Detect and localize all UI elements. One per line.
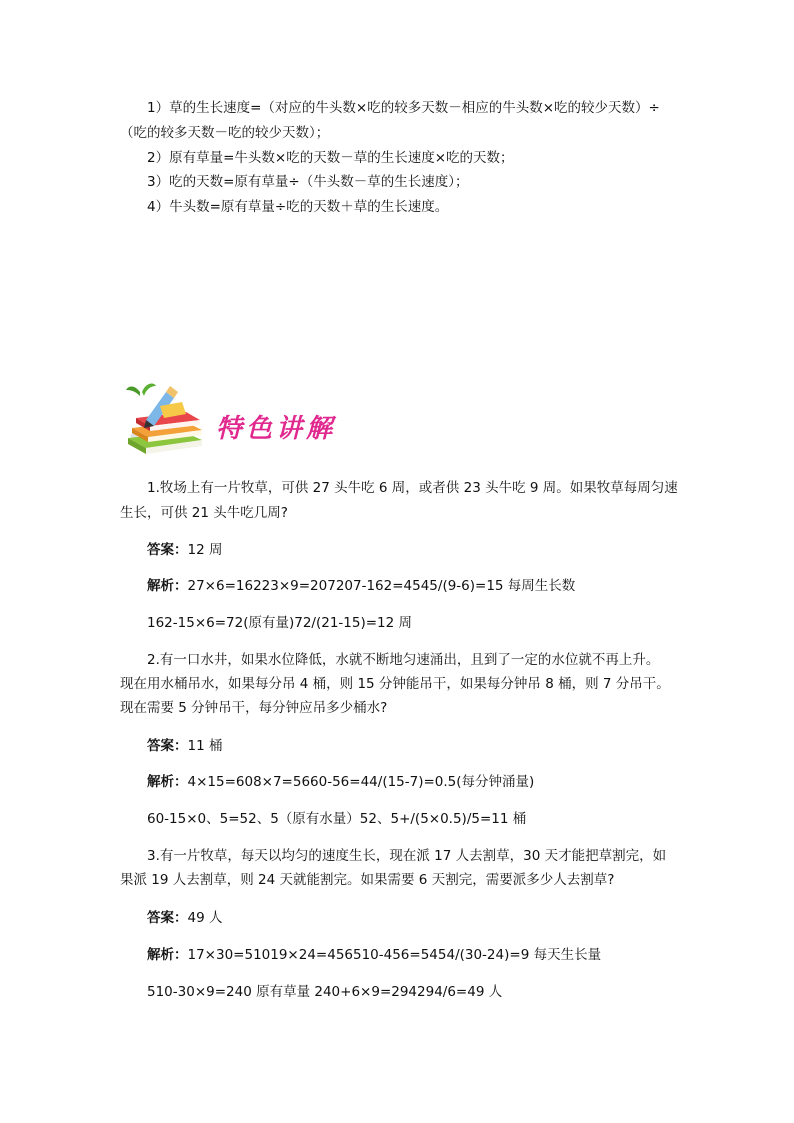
answer-label: 答案： [147, 542, 188, 558]
problem-3-analysis-line-2: 510-30×9=240 原有草量 240+6×9=294294/6=49 人 [147, 984, 503, 1000]
answer-value: 49 人 [187, 910, 223, 926]
problem-1-analysis [147, 576, 575, 596]
problem-3-answer [147, 908, 222, 928]
answer-label: 答案： [147, 910, 188, 926]
problem-2-analysis-line-2: 60-15×0、5=52、5（原有水量）52、5+/(5×0.5)/5=11 桶 [147, 811, 527, 827]
section-title: 特色讲解 [216, 414, 337, 444]
problem-2-question-line-1: 2.有一口水井，如果水位降低，水就不断地匀速涌出，且到了一定的水位就不再上升。 [147, 652, 660, 668]
formula-3: 3）吃的天数=原有草量÷（牛头数－草的生长速度）； [147, 174, 469, 190]
analysis-label: 解析： [147, 947, 188, 963]
problem-1-question-line-1: 1.牧场上有一片牧草，可供 27 头牛吃 6 周，或者供 23 头牛吃 9 周。如果牧草每周匀速 [147, 480, 678, 496]
answer-label: 答案： [147, 738, 188, 754]
problem-3-question-line-2: 果派 19 人去割草，则 24 天就能割完。如果需要 6 天割完，需要派多少人去割草? [120, 872, 615, 888]
analysis-value: 4×15=608×7=5660-56=44/(15-7)=0.5(每分钟涌量) [187, 774, 535, 790]
books-with-pencil-icon [120, 380, 210, 460]
problem-3-question-line-1: 3.有一片牧草，每天以均匀的速度生长，现在派 17 人去割草，30 天才能把草割完，如 [147, 848, 667, 864]
analysis-label: 解析： [147, 578, 188, 594]
problem-2-question-line-2: 现在用水桶吊水，如果每分吊 4 桶，则 15 分钟能吊干，如果每分钟吊 8 桶，则 7 分吊干。 [120, 676, 670, 692]
formula-1-line-1: 1）草的生长速度=（对应的牛头数×吃的较多天数－相应的牛头数×吃的较少天数）÷ [147, 100, 660, 116]
analysis-value: 17×30=51019×24=456510-456=5454/(30-24)=9 每天生长量 [187, 947, 602, 963]
problem-2-analysis [147, 772, 534, 792]
analysis-label: 解析： [147, 774, 188, 790]
formula-2: 2）原有草量=牛头数×吃的天数－草的生长速度×吃的天数； [147, 150, 514, 166]
problem-2-question-line-3: 现在需要 5 分钟吊干，每分钟应吊多少桶水? [120, 700, 388, 716]
analysis-value: 27×6=16223×9=207207-162=4545/(9-6)=15 每周生长数 [187, 578, 576, 594]
answer-value: 12 周 [187, 542, 223, 558]
problem-2-answer [147, 736, 222, 756]
problem-1-question-line-2: 生长，可供 21 头牛吃几周? [120, 505, 288, 521]
problem-1-answer [147, 540, 222, 560]
problem-1-analysis-line-2: 162-15×6=72(原有量)72/(21-15)=12 周 [147, 615, 413, 631]
problem-3-analysis [147, 945, 601, 965]
answer-value: 11 桶 [187, 738, 223, 754]
formula-1-line-2: （吃的较多天数－吃的较少天数）； [120, 125, 330, 141]
formula-4: 4）牛头数=原有草量÷吃的天数＋草的生长速度。 [147, 199, 449, 215]
